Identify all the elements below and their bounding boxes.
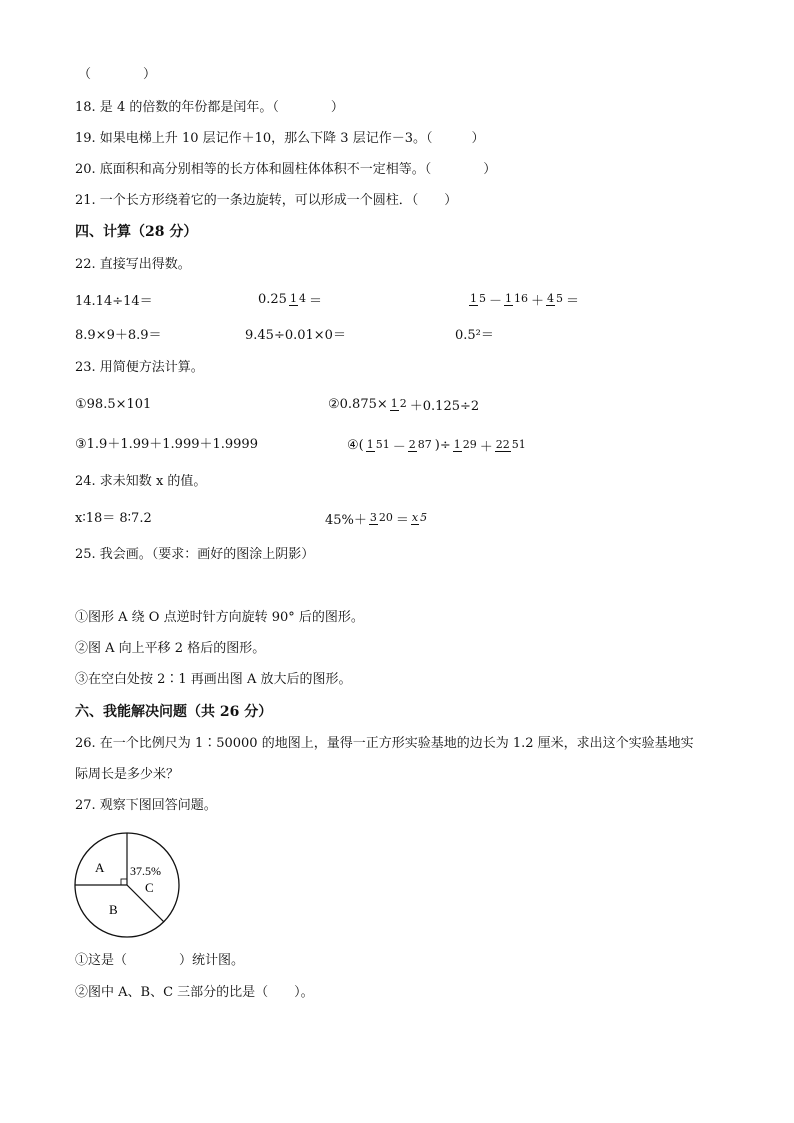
q22-expr-2: 0.25 1 4 ＝ (258, 291, 322, 309)
section-6-title: 六、我能解决问题（共 26 分） (75, 704, 273, 720)
q22-expr-5: 9.45÷0.01×0＝ (245, 328, 346, 343)
question-18: 18. 是 4 的倍数的年份都是闰年。（ ） (75, 100, 344, 115)
pie-chart (73, 830, 183, 940)
q25-step-3: ③在空白处按 2∶1 再画出图 A 放大后的图形。 (75, 672, 352, 687)
pie-chart-svg (73, 830, 183, 940)
q23-expr-1: ①98.5×101 (75, 397, 152, 412)
q22-expr-4: 8.9×9＋8.9＝ (75, 328, 162, 343)
question-27-title: 27. 观察下图回答问题。 (75, 798, 217, 813)
q23-expr-2: ②0.875× 1 2 ＋0.125÷2 (328, 396, 480, 414)
q25-step-2: ②图 A 向上平移 2 格后的图形。 (75, 641, 266, 656)
pie-label-b: B (109, 902, 118, 917)
q23-expr-3: ③1.9＋1.99＋1.999＋1.9999 (75, 437, 258, 452)
q24-expr-1: x∶18＝ 8∶7.2 (75, 511, 152, 526)
q23-expr-4: ④( 1 51 － 2 87 )÷ 1 29 ＋ 22 51 (347, 437, 526, 455)
question-24-title: 24. 求未知数 x 的值。 (75, 474, 207, 489)
q22-expr-6: 0.5²＝ (455, 328, 494, 343)
question-26-line-2: 际周长是多少米？ (75, 767, 180, 782)
pie-percent-label: 37.5% (130, 864, 161, 878)
q22-expr-1: 14.14÷14＝ (75, 293, 153, 309)
q25-step-1: ①图形 A 绕 O 点逆时针方向旋转 90° 后的图形。 (75, 610, 364, 625)
question-26-line-1: 26. 在一个比例尺为 1∶50000 的地图上，量得一正方形实验基地的边长为 1.2 厘米，求出这个实验基地实 (75, 736, 694, 751)
pie-label-c: C (145, 880, 154, 895)
question-23-title: 23. 用简便方法计算。 (75, 360, 204, 375)
right-angle-marker (121, 879, 127, 885)
q24-expr-2: 45%＋ 3 20 ＝ x 5 (325, 510, 428, 528)
question-20: 20. 底面积和高分别相等的长方体和圆柱体体积不一定相等。（ ） (75, 162, 497, 177)
section-4-title: 四、计算（28 分） (75, 224, 198, 240)
q17-tail: （ ） (78, 67, 157, 82)
question-25-title: 25. 我会画。（要求：画好的图涂上阴影） (75, 547, 315, 562)
q27-sub-2: ②图中 A、B、C 三部分的比是（ ）。 (75, 985, 314, 1000)
q27-sub-1: ①这是（ ）统计图。 (75, 953, 245, 968)
q22-expr-3: 1 5 － 1 16 ＋ 4 5 ＝ (470, 291, 580, 309)
pie-label-a: A (95, 860, 105, 875)
question-19: 19. 如果电梯上升 10 层记作＋10，那么下降 3 层记作－3。（ ） (75, 131, 485, 146)
question-21: 21. 一个长方形绕着它的一条边旋转，可以形成一个圆柱．（ ） (75, 193, 458, 208)
question-22-title: 22. 直接写出得数。 (75, 257, 191, 272)
